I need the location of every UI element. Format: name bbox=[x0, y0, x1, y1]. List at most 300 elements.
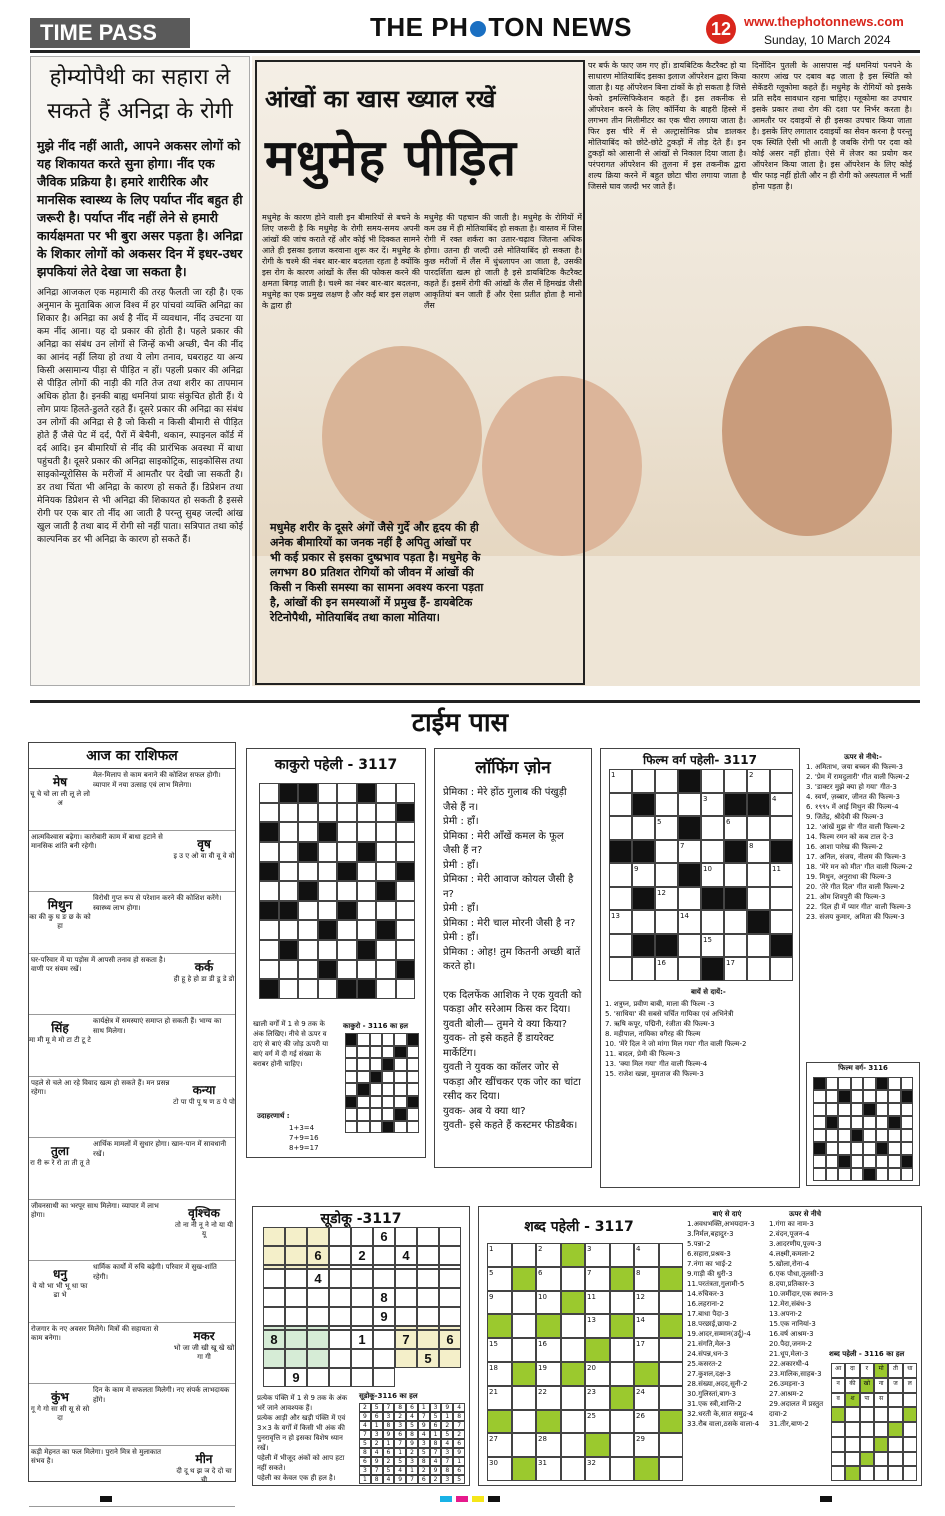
word-cell[interactable] bbox=[561, 1410, 586, 1434]
sudoku-cell[interactable] bbox=[307, 1368, 329, 1387]
sudoku-cell[interactable] bbox=[329, 1307, 351, 1326]
word-solution-cell bbox=[888, 1422, 902, 1437]
filmi-down-clue: 3. 'डाक्टर मुझे क्या हो गया' गीत-3 bbox=[806, 783, 897, 791]
filmi-solution-cell bbox=[888, 1077, 901, 1090]
kakuro-cell[interactable] bbox=[318, 783, 338, 803]
sudoku-cell[interactable] bbox=[329, 1368, 351, 1387]
filmi-cell[interactable]: 12 bbox=[655, 887, 678, 911]
sudoku-cell[interactable] bbox=[417, 1330, 439, 1349]
word-cell[interactable]: 25 bbox=[585, 1410, 610, 1434]
sudoku-cell[interactable] bbox=[373, 1246, 395, 1265]
kakuro-cell[interactable] bbox=[357, 822, 377, 842]
filmi-cell[interactable] bbox=[609, 957, 632, 981]
word-cell[interactable] bbox=[610, 1457, 635, 1481]
kakuro-cell[interactable] bbox=[318, 862, 338, 882]
word-cell[interactable]: 5 bbox=[487, 1267, 512, 1291]
sudoku-cell[interactable] bbox=[351, 1227, 373, 1246]
sudoku-cell[interactable] bbox=[351, 1368, 373, 1387]
word-cell[interactable] bbox=[659, 1386, 684, 1410]
kakuro-cell[interactable] bbox=[259, 920, 279, 940]
sudoku-cell[interactable] bbox=[373, 1330, 395, 1349]
kakuro-cell[interactable] bbox=[298, 822, 318, 842]
word-cell[interactable]: 3 bbox=[585, 1243, 610, 1267]
word-cell[interactable]: 16 bbox=[536, 1338, 561, 1362]
filmi-cell[interactable] bbox=[609, 793, 632, 817]
horoscope-text: मेल-मिलाप से काम बनाने की कोशिश सफल होगी। व्यापार में नया उत्साह एवं लाभ मिलेगा। bbox=[93, 771, 221, 789]
sudoku-cell[interactable] bbox=[395, 1349, 417, 1368]
sudoku-cell[interactable] bbox=[285, 1288, 307, 1307]
word-cell[interactable]: 19 bbox=[536, 1362, 561, 1386]
filmi-cell[interactable]: 3 bbox=[701, 793, 724, 817]
sudoku-cell[interactable] bbox=[263, 1368, 285, 1387]
filmi-cell[interactable] bbox=[770, 816, 793, 840]
kakuro-cell[interactable] bbox=[318, 901, 338, 921]
filmi-cell[interactable] bbox=[632, 957, 655, 981]
sudoku-rules bbox=[257, 1393, 351, 1483]
kakuro-cell[interactable] bbox=[279, 960, 299, 980]
sudoku-cell[interactable] bbox=[285, 1307, 307, 1326]
word-cell[interactable]: 26 bbox=[634, 1410, 659, 1434]
horoscope-sign bbox=[29, 769, 91, 830]
kakuro-cell[interactable] bbox=[259, 960, 279, 980]
sudoku-cell[interactable]: 2 bbox=[351, 1246, 373, 1265]
sudoku-cell[interactable]: 6 bbox=[373, 1227, 395, 1246]
sudoku-cell[interactable] bbox=[351, 1349, 373, 1368]
sudoku-solution-cell: 2 bbox=[441, 1421, 453, 1430]
sudoku-cell[interactable] bbox=[417, 1246, 439, 1265]
filmi-cell[interactable] bbox=[747, 934, 770, 958]
sudoku-rule: प्रत्येक पंक्ति में 1 से 9 तक के अंक भरें जाने आवश्यक हैं। bbox=[257, 1394, 348, 1412]
filmi-cell[interactable] bbox=[701, 769, 724, 793]
filmi-cell[interactable] bbox=[632, 910, 655, 934]
filmi-cell[interactable] bbox=[724, 769, 747, 793]
kakuro-cell[interactable] bbox=[337, 842, 357, 862]
sudoku-cell[interactable] bbox=[329, 1246, 351, 1265]
word-cell[interactable]: 15 bbox=[487, 1338, 512, 1362]
kakuro-cell[interactable] bbox=[337, 783, 357, 803]
filmi-cell[interactable] bbox=[770, 887, 793, 911]
word-cell[interactable] bbox=[610, 1243, 635, 1267]
sudoku-solution-cell: 1 bbox=[418, 1403, 430, 1412]
kakuro-cell[interactable] bbox=[279, 862, 299, 882]
kakuro-cell[interactable] bbox=[376, 979, 396, 999]
sudoku-cell[interactable] bbox=[307, 1330, 329, 1349]
filmi-cell[interactable] bbox=[609, 934, 632, 958]
kakuro-block bbox=[357, 979, 377, 999]
filmi-cell[interactable]: 7 bbox=[678, 840, 701, 864]
kakuro-cell[interactable] bbox=[259, 881, 279, 901]
filmi-cell[interactable]: 1 bbox=[609, 769, 632, 793]
sudoku-cell[interactable] bbox=[373, 1368, 395, 1387]
sudoku-cell[interactable] bbox=[329, 1349, 351, 1368]
sudoku-cell[interactable]: 5 bbox=[417, 1349, 439, 1368]
filmi-cell[interactable] bbox=[724, 934, 747, 958]
filmi-across-clue: 5. 'साथिया' की सबसे चर्चित गायिका एवं अभिनेत्री bbox=[605, 1010, 734, 1018]
sudoku-cell[interactable] bbox=[285, 1246, 307, 1265]
filmi-cell[interactable] bbox=[701, 816, 724, 840]
sudoku-cell[interactable] bbox=[307, 1227, 329, 1246]
kakuro-cell[interactable] bbox=[318, 803, 338, 823]
kakuro-cell[interactable] bbox=[259, 842, 279, 862]
kakuro-cell[interactable] bbox=[337, 881, 357, 901]
word-cell[interactable]: 21 bbox=[487, 1386, 512, 1410]
word-cell[interactable] bbox=[659, 1457, 684, 1481]
word-cell[interactable] bbox=[659, 1291, 684, 1315]
filmi-cell[interactable] bbox=[655, 769, 678, 793]
filmi-solution-cell bbox=[813, 1142, 826, 1155]
word-cell[interactable]: 4 bbox=[634, 1243, 659, 1267]
kakuro-cell[interactable] bbox=[298, 901, 318, 921]
kakuro-cell[interactable] bbox=[259, 783, 279, 803]
word-cell[interactable]: 22 bbox=[536, 1386, 561, 1410]
word-cell[interactable]: 23 bbox=[585, 1386, 610, 1410]
sudoku-cell[interactable] bbox=[439, 1246, 461, 1265]
kakuro-cell[interactable] bbox=[279, 920, 299, 940]
kakuro-cell[interactable] bbox=[357, 881, 377, 901]
sudoku-cell[interactable] bbox=[285, 1269, 307, 1288]
kakuro-cell[interactable] bbox=[376, 822, 396, 842]
kakuro-cell[interactable] bbox=[318, 842, 338, 862]
filmi-cell[interactable]: 14 bbox=[678, 910, 701, 934]
word-cell[interactable]: 11 bbox=[585, 1291, 610, 1315]
kakuro-cell[interactable] bbox=[357, 862, 377, 882]
kakuro-cell[interactable] bbox=[357, 901, 377, 921]
kakuro-solution-title: काकुरो - 3116 का हल bbox=[343, 1022, 409, 1030]
kakuro-cell[interactable] bbox=[259, 940, 279, 960]
kakuro-cell[interactable] bbox=[376, 901, 396, 921]
filmi-cell[interactable]: 11 bbox=[770, 863, 793, 887]
sudoku-cell[interactable] bbox=[307, 1349, 329, 1368]
filmi-cell[interactable] bbox=[701, 910, 724, 934]
word-cell[interactable]: 6 bbox=[536, 1267, 561, 1291]
filmi-cell[interactable] bbox=[678, 957, 701, 981]
word-cell[interactable]: 24 bbox=[634, 1386, 659, 1410]
filmi-cell[interactable] bbox=[747, 887, 770, 911]
word-cell[interactable] bbox=[659, 1243, 684, 1267]
kakuro-solution-cell bbox=[382, 1046, 394, 1059]
sudoku-cell[interactable] bbox=[307, 1307, 329, 1326]
word-cell[interactable] bbox=[512, 1386, 537, 1410]
sudoku-cell[interactable] bbox=[285, 1330, 307, 1349]
sudoku-cell[interactable] bbox=[263, 1246, 285, 1265]
kakuro-cell[interactable] bbox=[357, 803, 377, 823]
sudoku-cell[interactable] bbox=[439, 1227, 461, 1246]
kakuro-cell[interactable] bbox=[396, 822, 416, 842]
kakuro-cell[interactable] bbox=[376, 960, 396, 980]
sudoku-cell[interactable] bbox=[395, 1288, 417, 1307]
sudoku-cell[interactable] bbox=[439, 1349, 461, 1368]
sudoku-cell[interactable] bbox=[439, 1307, 461, 1326]
kakuro-solution-cell bbox=[370, 1121, 382, 1134]
sudoku-cell[interactable] bbox=[373, 1269, 395, 1288]
sudoku-solution-cell: 2 bbox=[359, 1403, 371, 1412]
kakuro-cell[interactable] bbox=[337, 920, 357, 940]
kakuro-cell[interactable] bbox=[376, 783, 396, 803]
word-cell[interactable]: 10 bbox=[536, 1291, 561, 1315]
filmi-cell[interactable] bbox=[724, 910, 747, 934]
filmi-cell[interactable]: 10 bbox=[701, 863, 724, 887]
word-cell[interactable]: 13 bbox=[585, 1314, 610, 1338]
sudoku-cell[interactable] bbox=[307, 1288, 329, 1307]
filmi-cell[interactable] bbox=[632, 816, 655, 840]
word-cell[interactable] bbox=[561, 1433, 586, 1457]
filmi-across-clue: 7. ऋषि कपूर, पद्मिनी, रंजीता की फिल्म-3 bbox=[605, 1020, 715, 1028]
filmi-cell[interactable] bbox=[632, 769, 655, 793]
sudoku-grid[interactable] bbox=[263, 1227, 461, 1387]
sudoku-cell[interactable]: 1 bbox=[351, 1330, 373, 1349]
filmi-cell[interactable] bbox=[747, 816, 770, 840]
sudoku-cell[interactable] bbox=[263, 1349, 285, 1368]
kakuro-cell[interactable] bbox=[337, 960, 357, 980]
sudoku-cell[interactable]: 8 bbox=[373, 1288, 395, 1307]
kakuro-cell[interactable] bbox=[396, 783, 416, 803]
horoscope-sign bbox=[29, 892, 91, 953]
filmi-cell[interactable]: 13 bbox=[609, 910, 632, 934]
word-cell[interactable]: 20 bbox=[585, 1362, 610, 1386]
kakuro-cell[interactable] bbox=[376, 862, 396, 882]
sudoku-solution-cell: 1 bbox=[441, 1412, 453, 1421]
kakuro-cell[interactable] bbox=[279, 979, 299, 999]
word-cell[interactable] bbox=[512, 1433, 537, 1457]
filmi-cell[interactable]: 8 bbox=[747, 840, 770, 864]
word-grid[interactable] bbox=[487, 1243, 683, 1481]
sudoku-cell[interactable] bbox=[329, 1227, 351, 1246]
filmi-solution-cell bbox=[901, 1142, 914, 1155]
filmi-cell[interactable]: 5 bbox=[655, 816, 678, 840]
word-cell[interactable]: 9 bbox=[487, 1291, 512, 1315]
kakuro-cell[interactable] bbox=[298, 920, 318, 940]
word-across-clue: 14.रुचिकर-3 bbox=[687, 1290, 724, 1298]
sudoku-solution-cell: 3 bbox=[359, 1466, 371, 1475]
sudoku-cell[interactable] bbox=[439, 1269, 461, 1288]
sudoku-cell[interactable] bbox=[263, 1307, 285, 1326]
filmi-solution-cell bbox=[863, 1103, 876, 1116]
print-mark bbox=[820, 1496, 832, 1502]
word-cell[interactable] bbox=[561, 1386, 586, 1410]
filmi-cell[interactable] bbox=[724, 863, 747, 887]
filmi-cell[interactable] bbox=[770, 957, 793, 981]
word-cell[interactable] bbox=[512, 1243, 537, 1267]
word-cell[interactable] bbox=[610, 1410, 635, 1434]
kakuro-cell[interactable] bbox=[318, 881, 338, 901]
sudoku-cell[interactable] bbox=[417, 1269, 439, 1288]
sudoku-cell[interactable] bbox=[329, 1269, 351, 1288]
filmi-cell[interactable] bbox=[678, 887, 701, 911]
sudoku-cell[interactable] bbox=[351, 1288, 373, 1307]
sign-name: कर्क bbox=[194, 959, 214, 974]
kakuro-cell[interactable] bbox=[337, 822, 357, 842]
kakuro-cell[interactable] bbox=[396, 920, 416, 940]
sudoku-cell[interactable] bbox=[351, 1269, 373, 1288]
sudoku-cell[interactable] bbox=[395, 1307, 417, 1326]
kakuro-cell[interactable] bbox=[279, 803, 299, 823]
filmi-cell[interactable]: 15 bbox=[701, 934, 724, 958]
word-cell[interactable] bbox=[512, 1338, 537, 1362]
word-cell[interactable]: 18 bbox=[487, 1362, 512, 1386]
sudoku-cell[interactable]: 7 bbox=[395, 1330, 417, 1349]
sudoku-cell[interactable] bbox=[263, 1227, 285, 1246]
filmi-cell[interactable] bbox=[747, 957, 770, 981]
filmi-cell[interactable] bbox=[770, 769, 793, 793]
kakuro-cell[interactable] bbox=[337, 940, 357, 960]
sudoku-solution-cell: 1 bbox=[394, 1448, 406, 1457]
word-cell[interactable]: 2 bbox=[536, 1243, 561, 1267]
kakuro-cell[interactable] bbox=[396, 881, 416, 901]
kakuro-cell[interactable] bbox=[279, 881, 299, 901]
sudoku-cell[interactable] bbox=[351, 1307, 373, 1326]
filmi-cell[interactable] bbox=[609, 863, 632, 887]
word-cell[interactable]: 31 bbox=[536, 1457, 561, 1481]
kakuro-block bbox=[337, 901, 357, 921]
sudoku-solution-cell: 1 bbox=[359, 1475, 371, 1484]
filmi-solution-cell bbox=[901, 1116, 914, 1129]
kakuro-cell[interactable] bbox=[376, 803, 396, 823]
filmi-solution-cell bbox=[826, 1155, 839, 1168]
filmi-down-clue: 4. स्वर्ण, ज़ब्बार, जीनत की फिल्म-3 bbox=[806, 793, 900, 801]
filmi-cell[interactable] bbox=[655, 840, 678, 864]
filmi-cell[interactable] bbox=[678, 934, 701, 958]
filmi-cell[interactable]: 4 bbox=[770, 793, 793, 817]
kakuro-cell[interactable] bbox=[279, 842, 299, 862]
word-cell[interactable]: 30 bbox=[487, 1457, 512, 1481]
sudoku-cell[interactable]: 6 bbox=[307, 1246, 329, 1265]
word-cell[interactable] bbox=[610, 1338, 635, 1362]
sudoku-cell[interactable] bbox=[439, 1288, 461, 1307]
sudoku-cell[interactable] bbox=[417, 1307, 439, 1326]
word-cell[interactable] bbox=[512, 1291, 537, 1315]
filmi-cell[interactable] bbox=[678, 793, 701, 817]
filmi-cell[interactable]: 9 bbox=[632, 863, 655, 887]
sudoku-cell[interactable] bbox=[329, 1288, 351, 1307]
kakuro-cell[interactable] bbox=[396, 979, 416, 999]
sudoku-cell[interactable] bbox=[285, 1227, 307, 1246]
filmi-cell[interactable] bbox=[701, 840, 724, 864]
filmi-cell[interactable]: 6 bbox=[724, 816, 747, 840]
kakuro-cell[interactable] bbox=[376, 842, 396, 862]
word-cell[interactable]: 8 bbox=[634, 1267, 659, 1291]
sudoku-cell[interactable]: 4 bbox=[395, 1246, 417, 1265]
sudoku-solution-cell: 9 bbox=[406, 1439, 418, 1448]
word-cell[interactable]: 29 bbox=[634, 1433, 659, 1457]
word-cell[interactable] bbox=[512, 1410, 537, 1434]
filmi-solution-cell bbox=[826, 1116, 839, 1129]
word-down-clue: 22.अकारथी-4 bbox=[769, 1360, 809, 1368]
sudoku-cell[interactable] bbox=[373, 1349, 395, 1368]
sudoku-cell[interactable] bbox=[417, 1288, 439, 1307]
kakuro-cell[interactable] bbox=[298, 803, 318, 823]
sudoku-cell[interactable] bbox=[263, 1269, 285, 1288]
filmi-cell[interactable]: 2 bbox=[747, 769, 770, 793]
kakuro-cell[interactable] bbox=[318, 979, 338, 999]
kakuro-cell[interactable] bbox=[376, 940, 396, 960]
kakuro-cell[interactable] bbox=[298, 940, 318, 960]
word-cell[interactable]: 27 bbox=[487, 1433, 512, 1457]
kakuro-cell[interactable] bbox=[396, 901, 416, 921]
kakuro-cell[interactable] bbox=[337, 803, 357, 823]
filmi-cell[interactable]: 16 bbox=[655, 957, 678, 981]
sudoku-cell[interactable] bbox=[263, 1288, 285, 1307]
filmi-block bbox=[632, 793, 655, 817]
timepass-title: टाईम पास bbox=[411, 708, 509, 738]
kakuro-cell[interactable] bbox=[357, 960, 377, 980]
word-cell[interactable]: 28 bbox=[536, 1433, 561, 1457]
sudoku-cell[interactable] bbox=[395, 1269, 417, 1288]
sudoku-cell[interactable]: 8 bbox=[263, 1330, 285, 1349]
word-cell[interactable] bbox=[610, 1291, 635, 1315]
kakuro-cell[interactable] bbox=[259, 803, 279, 823]
word-cell[interactable] bbox=[561, 1314, 586, 1338]
kakuro-cell[interactable] bbox=[298, 960, 318, 980]
sudoku-cell[interactable] bbox=[417, 1227, 439, 1246]
word-cell[interactable]: 14 bbox=[634, 1314, 659, 1338]
kakuro-solution-cell bbox=[394, 1071, 406, 1084]
word-cell[interactable]: 32 bbox=[585, 1457, 610, 1481]
sign-letters: टो पा पी पू ष ण ठ पे पो bbox=[173, 1097, 235, 1106]
filmi-cell[interactable] bbox=[609, 816, 632, 840]
sudoku-cell[interactable]: 9 bbox=[285, 1368, 307, 1387]
website-link[interactable]: www.thephotonnews.com bbox=[744, 14, 904, 29]
filmi-cell[interactable] bbox=[747, 863, 770, 887]
sudoku-cell[interactable] bbox=[285, 1349, 307, 1368]
word-cell[interactable]: 1 bbox=[487, 1243, 512, 1267]
word-cell[interactable] bbox=[659, 1338, 684, 1362]
word-cell[interactable]: 17 bbox=[634, 1338, 659, 1362]
filmi-cell[interactable] bbox=[770, 910, 793, 934]
sudoku-cell[interactable]: 9 bbox=[373, 1307, 395, 1326]
word-cell[interactable] bbox=[659, 1362, 684, 1386]
word-down-clue: 20.पैदा,जनम-2 bbox=[769, 1340, 813, 1348]
word-cell[interactable] bbox=[610, 1362, 635, 1386]
sudoku-cell[interactable]: 4 bbox=[307, 1269, 329, 1288]
filmi-cell[interactable]: 17 bbox=[724, 957, 747, 981]
kakuro-grid[interactable] bbox=[259, 783, 415, 999]
word-cell bbox=[659, 1314, 684, 1338]
word-cell[interactable] bbox=[659, 1433, 684, 1457]
sign-letters: तो ना नी नू ने नो या यी यू bbox=[175, 1220, 233, 1238]
horoscope-sign bbox=[173, 1077, 235, 1138]
kakuro-cell[interactable] bbox=[298, 979, 318, 999]
kakuro-cell[interactable] bbox=[396, 940, 416, 960]
sudoku-cell[interactable] bbox=[329, 1330, 351, 1349]
kakuro-cell[interactable] bbox=[318, 940, 338, 960]
word-cell[interactable] bbox=[512, 1314, 537, 1338]
word-cell[interactable] bbox=[561, 1457, 586, 1481]
word-cell[interactable] bbox=[610, 1433, 635, 1457]
filmi-grid[interactable] bbox=[609, 769, 793, 981]
kakuro-solution-cell bbox=[382, 1121, 394, 1134]
sign-name: मीन bbox=[195, 1451, 213, 1466]
kakuro-cell[interactable] bbox=[357, 920, 377, 940]
kakuro-solution-cell bbox=[357, 1058, 369, 1071]
kakuro-block bbox=[279, 901, 299, 921]
filmi-cell[interactable] bbox=[655, 793, 678, 817]
word-across-clue: 5.पन्ना-2 bbox=[687, 1240, 711, 1248]
filmi-cell[interactable] bbox=[655, 910, 678, 934]
sudoku-cell[interactable]: 6 bbox=[439, 1330, 461, 1349]
word-cell[interactable]: 7 bbox=[585, 1267, 610, 1291]
kakuro-cell[interactable] bbox=[279, 822, 299, 842]
kakuro-cell[interactable] bbox=[298, 862, 318, 882]
word-cell[interactable]: 12 bbox=[634, 1291, 659, 1315]
sudoku-cell[interactable] bbox=[395, 1227, 417, 1246]
kakuro-cell[interactable] bbox=[396, 842, 416, 862]
kakuro-solution-cell bbox=[382, 1058, 394, 1071]
word-cell[interactable] bbox=[561, 1338, 586, 1362]
filmi-cell[interactable] bbox=[609, 887, 632, 911]
word-across-clue: 9.गाड़ी की धुरी-3 bbox=[687, 1270, 733, 1278]
filmi-cell[interactable] bbox=[655, 863, 678, 887]
word-cell[interactable] bbox=[561, 1267, 586, 1291]
